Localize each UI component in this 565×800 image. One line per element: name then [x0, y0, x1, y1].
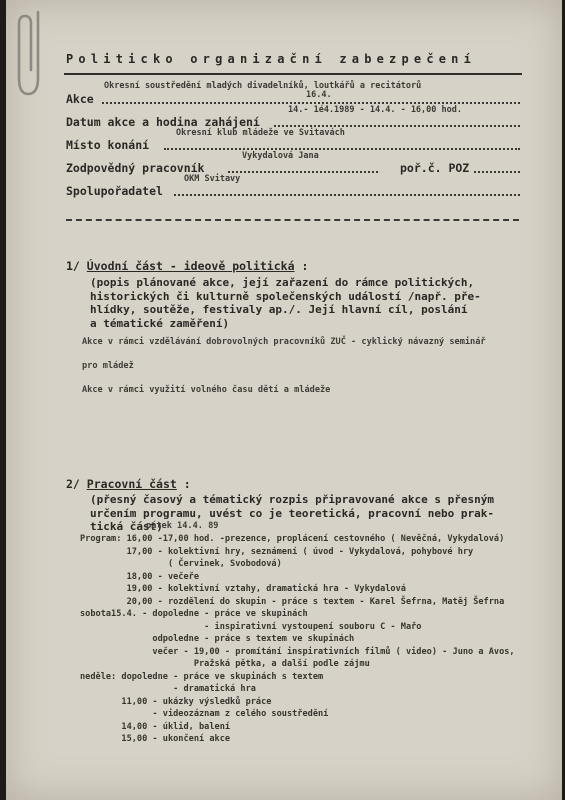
- section2-title: Pracovní část: [86, 477, 177, 491]
- akce-label: Akce: [66, 92, 94, 106]
- spolu-label: Spolupořadatel: [66, 184, 163, 198]
- datum-dotted-line: [274, 125, 520, 127]
- datum-value: 14.- 1é4.1989 - 14.4. - 16,00 hod.: [288, 105, 462, 115]
- section1-colon: :: [301, 259, 309, 273]
- program-line: 19,00 - kolektivní vztahy, dramatická hra - Vykydalová: [80, 584, 406, 594]
- porc-dotted-line: [474, 171, 520, 173]
- zodpovedny-label: Zodpovědný pracovník: [66, 161, 205, 175]
- akce-dotted-line: [102, 102, 520, 104]
- section1-note: pro mládež: [82, 361, 134, 371]
- misto-dotted-line: [164, 148, 520, 150]
- program-line: Program: 16,00 -17,00 hod. -prezence, proplácení cestovného ( Nevěčná, Vykydalová): [80, 534, 505, 544]
- porc-label: poř.č. POZ: [400, 161, 470, 175]
- program-line: - dramatická hra: [80, 684, 256, 694]
- program-line: 15,00 - ukončení akce: [80, 734, 231, 744]
- section1-desc-line: (popis plánované akce, její zařazení do rámce politických,: [90, 276, 475, 289]
- section2-desc-line: (přesný časový a tématický rozpis připravované akce s přesným: [90, 493, 494, 506]
- zodpovedny-value: Vykydalová Jana: [242, 151, 319, 161]
- program-line: sobota15.4. - dopoledne - práce ve skupinách: [80, 609, 308, 619]
- section1-heading: [66, 259, 308, 273]
- section2-desc-line: tická část): [90, 520, 163, 533]
- misto-label: Místo konání: [66, 138, 150, 152]
- section1-desc-line: a tématické zaměření): [90, 316, 230, 330]
- section1-desc-line: hlídky, soutěže, festivaly ap./. Její hlavní cíl, poslání: [90, 303, 468, 316]
- program-line: Pražská pětka, a další podle zájmu: [80, 659, 370, 669]
- page-title: Politicko organizační zabezpečení: [66, 52, 477, 66]
- document-page: [6, 0, 562, 800]
- section-divider: [66, 219, 519, 221]
- misto-value: Okresní klub mládeže ve Svitavách: [176, 128, 345, 138]
- spolu-dotted-line: [174, 194, 520, 196]
- program-line: 20,00 - rozdělení do skupin - práce s textem - Karel Šefrna, Matěj Šefrna: [80, 596, 505, 607]
- program-line: 17,00 - kolektivní hry, seznámení ( úvod - Vykydalová, pohybové hry: [80, 546, 474, 557]
- program-line: - videozáznam z celého soustředění: [80, 709, 329, 719]
- program-line: - inspirativní vystoupení souboru C - Mařo: [80, 621, 422, 632]
- section1-number: 1/: [66, 259, 80, 273]
- zodpovedny-dotted-line: [228, 171, 378, 173]
- program-line: 11,00 - ukázky výsledků práce: [80, 696, 272, 707]
- program-line: 18,00 - večeře: [80, 571, 199, 582]
- akce-value-date: 16.4.: [306, 90, 332, 100]
- spolu-value: OKM Svitavy: [184, 174, 241, 184]
- title-underline: [64, 73, 522, 75]
- section2-date-overlay: pátek 14.4. 89: [146, 521, 219, 531]
- paperclip-icon: [14, 8, 48, 100]
- section1-title: Úvodní část - ideově politická: [86, 259, 295, 273]
- program-line: neděle: dopoledne - práce ve skupinách s textem: [80, 671, 324, 682]
- program-line: večer - 19,00 - promítání inspirativních filmů ( video) - Juno a Avos,: [80, 646, 515, 657]
- datum-label: Datum akce a hodina zahájení: [66, 115, 260, 129]
- section1-desc-line: historických či kulturně společenských událostí /např. pře-: [90, 289, 481, 303]
- section2-number: 2/: [66, 477, 80, 491]
- akce-value: Okresní soustředění mladých divadelníků, loutkářů a recitátorů: [104, 81, 422, 91]
- section1-note: Akce v rámci využití volného času dětí a mládeže: [82, 385, 331, 395]
- section2-desc-line: určením programu, uvést co je teoretická, pracovní nebo prak-: [90, 506, 494, 520]
- program-line: ( Červinek, Svobodová): [80, 559, 282, 569]
- program-line: 14,00 - úklid, balení: [80, 721, 231, 732]
- section2-colon: :: [183, 477, 191, 491]
- section2-heading: [66, 477, 191, 491]
- section1-note: Akce v rámci vzdělávání dobrovolných pracovníků ZUČ - cyklický návazný seminář: [82, 337, 486, 347]
- program-line: odpoledne - práce s textem ve skupinách: [80, 634, 355, 644]
